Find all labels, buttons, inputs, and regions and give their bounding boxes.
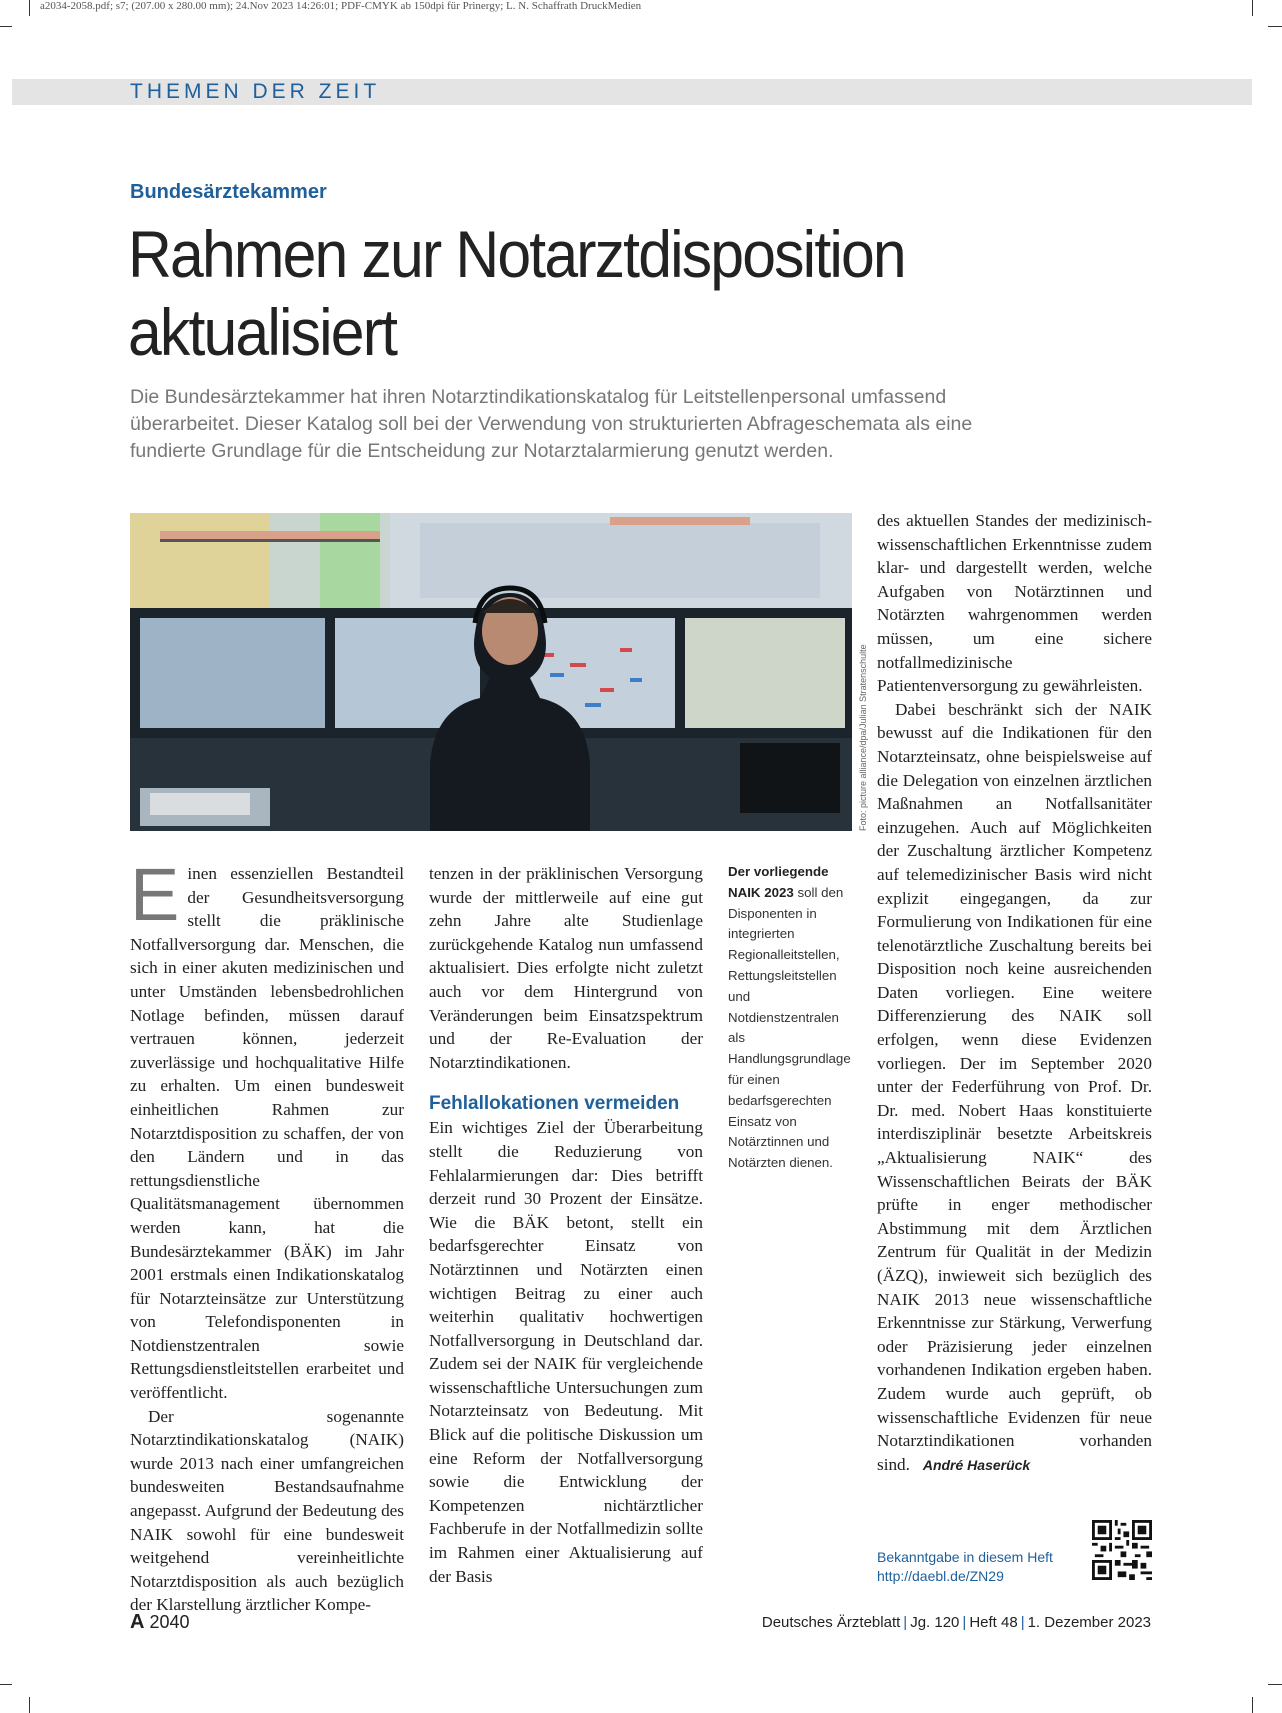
- author: André Haserück: [922, 1456, 1031, 1473]
- journal-issue: Heft 48: [969, 1614, 1018, 1631]
- photo-caption: [728, 862, 856, 1174]
- caption-bold: Der vorliegende NAIK 2023: [728, 864, 829, 900]
- divider: |: [1020, 1614, 1025, 1631]
- caption-text: soll den Disponenten in integrierten Regionalleitstellen, Rettungsleitstellen und Notdienstzentralen als Handlungsgrundlage für einen bedarfsgerechten Einsatz von Notärztinnen und Notärzten dienen.: [728, 884, 851, 1171]
- paragraph: Der sogenannte Notarztindikationskatalog (NAIK) wurde 2013 nach einer umfangreichen bundesweiten Bestandsaufnahme angepasst. Aufgrund der Bedeutung des NAIK sowohl für eine bundesweit weitgehend vereinheitlichte Notarztdisposition als auch bezüglich der Klarstellung ärztlicher Kompe-: [130, 1406, 404, 1615]
- journal-date: 1. Dezember 2023: [1027, 1614, 1151, 1631]
- kicker: Bundesärztekammer: [130, 181, 327, 203]
- page-number-value: 2040: [149, 1612, 190, 1632]
- headline: [128, 215, 1048, 371]
- crop-mark: [29, 1697, 30, 1713]
- paragraph: des aktuellen Standes der medizinisch-wissenschaftlichen Erkenntnisse zudem klar- und dargestellt werden, welche Aufgaben von Notärztinnen und Notärzten wahrgenommen werden müssen, um eine sichere notfallmedizinische Patientenversorgung zu gewährleisten.: [877, 511, 1152, 696]
- paragraph: tenzen in der präklinischen Versorgung wurde der mittlerweile auf eine gut zehn Jahre alte Studienlage zurückgehende Katalog nun umfassend aktualisiert. Dies erfolgte nicht zuletzt auch vor dem Hintergrund von Veränderungen beim Einsatzspektrum und der Re-Evaluation der Notarztindikationen.: [429, 864, 703, 1072]
- crop-mark: [0, 26, 12, 27]
- notice-title: Bekanntgabe in diesem Heft: [877, 1549, 1053, 1565]
- article-column-3: [877, 509, 1152, 1477]
- notice-link[interactable]: http://daebl.de/ZN29: [877, 1568, 1004, 1584]
- headline-line-2: aktualisiert: [128, 295, 397, 369]
- crop-mark: [29, 0, 30, 16]
- divider: |: [962, 1614, 967, 1631]
- paragraph: Ein wichtiges Ziel der Überarbeitung stellt die Reduzierung von Fehlalarmierungen dar: Dies betrifft derzeit rund 30 Prozent der Einsätze. Wie die BÄK betont, stellt ein bedarfsgerechter Einsatz von Notärztinnen und Notärzten einen wichtigen Beitrag zu einer auch weiterhin qualitativ hochwertigen Notfallversorgung in Deutschland dar. Zudem sei der NAIK für vergleichende wissenschaftliche Untersuchungen zum Notarzteinsatz von Bedeutung. Mit Blick auf die politische Diskussion um eine Reform der Notfallversorgung sowie die Entwicklung der Kompetenzen nichtärztlicher Fachberufe in der Notfallmedizin sollte im Rahmen einer Aktualisierung auf der Basis: [429, 1118, 703, 1586]
- paragraph: [877, 698, 1152, 1478]
- control-room-photo: [130, 513, 852, 831]
- footer-imprint: [762, 1614, 1151, 1631]
- paragraph-text: Dabei beschränkt sich der NAIK bewusst auf die Indikationen für den Notarzteinsatz, ohne beispielsweise auf die Delegation von einzelnen ärztlichen Maßnahmen an Notfallsanitäter einzugehen. Auch auf Möglichkeiten der Zuschaltung ärztlicher Kompetenz auf telemedizinischer Basis wird nicht explizit eingegangen, da zur Formulierung von Indikationen für eine telenotärztliche Zuschaltung bereits bei Disposition noch keine ausreichenden Daten vorliegen. Eine weitere Differenzierung des NAIK soll erfolgen, wenn diese Evidenzen vorliegen. Der im September 2020 unter der Federführung von Prof. Dr. Dr. med. Nobert Haas konstituierte interdisziplinär besetzte Arbeitskreis „Aktualisierung NAIK“ des Wissenschaftlichen Beirats der BÄK prüfte in enger methodischer Abstimmung mit dem Ärztlichen Zentrum für Qualität in der Medizin (ÄZQ), inwieweit sich bezüglich des NAIK 2013 neue wissenschaftliche Erkenntnisse zur Stärkung, Verwerfung oder Präzisierung jeder einzelnen vorhandenen Indikation ergeben haben. Zudem wurde auch geprüft, ob wissenschaftliche Evidenzen für neue Notarztindikationen vorhanden sind.: [877, 699, 1152, 1474]
- crop-mark: [1268, 1684, 1282, 1685]
- qr-code-icon[interactable]: [1092, 1520, 1152, 1580]
- article-photo: [130, 513, 852, 831]
- page-number: [130, 1611, 190, 1634]
- article-column-1: [130, 853, 404, 1617]
- divider: |: [903, 1614, 908, 1631]
- page-prefix: A: [130, 1611, 145, 1633]
- notice: [877, 1548, 1053, 1586]
- article-column-2: [429, 862, 703, 1588]
- paragraph-text: inen essenziellen Bestandteil der Gesundheitsversorgung stellt die präklinische Notfallversorgung dar. Menschen, die sich in einer akuten medizinischen und unter Umständen lebensbedrohlichen Notlage befinden, müssen darauf vertrauen können, jederzeit zuverlässige und hochqualitative Hilfe zu erhalten. Um einen bundesweit einheitlichen Rahmen zur Notarztdisposition zu schaffen, der von den Ländern und in das rettungsdienstliche Qualitätsmanagement übernommen werden kann, hat die Bundesärztekammer (BÄK) im Jahr 2001 erstmals einen Indikationskatalog für Notarzteinsätze zur Unterstützung von Telefondisponenten in Notdienstzentralen sowie Rettungsdienstleitstellen erarbeitet und veröffentlicht.: [130, 864, 404, 1403]
- crop-mark: [0, 1684, 12, 1685]
- headline-line-1: Rahmen zur Notarztdisposition: [128, 217, 905, 291]
- paragraph: [130, 853, 404, 1405]
- drop-cap: E: [130, 853, 180, 936]
- crop-mark: [1268, 26, 1282, 27]
- photo-credit: Foto: picture alliance/dpa/Julian Stratenschulte: [858, 644, 868, 831]
- journal-volume: Jg. 120: [910, 1614, 960, 1631]
- print-header: a2034-2058.pdf; s7; (207.00 x 280.00 mm); 24.Nov 2023 14:26:01; PDF-CMYK ab 150dpi für Prinergy; L. N. Schaffrath DruckMedien: [40, 0, 642, 12]
- journal-name: Deutsches Ärzteblatt: [761, 1614, 901, 1631]
- lead-paragraph: Die Bundesärztekammer hat ihren Notarztindikationskatalog für Leitstellenpersonal umfassend überarbeitet. Dieser Katalog soll bei der Verwendung von strukturierten Abfrageschemata als eine fundierte Grundlage für die Entscheidung zur Notarztalarmierung genutzt werden.: [130, 386, 973, 462]
- subheading: Fehlallokationen vermeiden: [429, 1093, 680, 1115]
- section-label: THEMEN DER ZEIT: [130, 80, 381, 103]
- crop-mark: [1252, 1697, 1253, 1713]
- crop-mark: [1252, 0, 1253, 16]
